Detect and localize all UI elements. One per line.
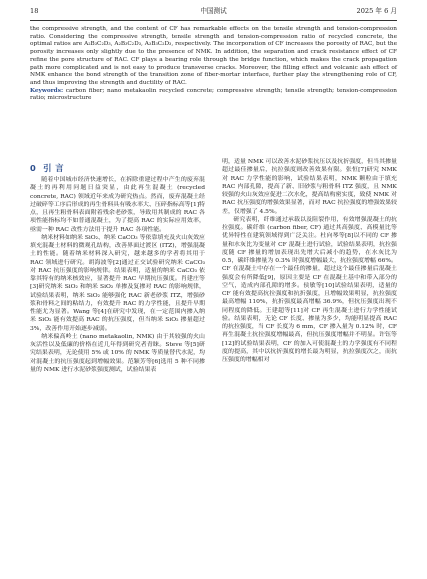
section-heading bbox=[30, 163, 205, 173]
header-rule bbox=[30, 20, 397, 21]
paragraph: 研究表明，纤维通过承载以及阻裂作用，有效增强混凝土的抗拉强度。碳纤维 (carbon fiber, CF) 通过其高强度、高模量比等优异特性在建筑领域得到广泛关注。杜向琴等[8]以不同的 CF 掺量和水灰比为变量对 CF 混凝土进行试验，试验结果表明，抗拉强度随 CF 掺量的增加表现出先增大后减小的趋势，在水灰比为 0.5，碳纤维掺量为 0.3% 时强度增幅最大，抗拉强度增幅 66%。CF 在混凝土中存在一个最佳的掺量，超过这个最佳掺量后混凝土强度会有所降低[9]，原因主要是 CF 在混凝土基中和带入部分的空气，造成内部孔隙的增多。侯敏等[10]试验结果表明，适量的 CF 能有效提高抗拉强度和抗折强度，且增幅效果明显，抗拉强度最高增幅 110%，抗折强度最高增幅 36.9%，但抗压强度出现不同程度的降低。王建超等[11]对 CF 再生混凝土进行力学性能试验。结果表明，无论 CF 长度、掺量为多少，均能明显提高 RAC 的抗拉强度，当 CF 长度为 6 mm，CF 掺入量为 0.12% 时，CF 再生混凝土抗拉强度增幅最高，但抗压强度增幅并不明显。许钰等[12]的试验结果表明，CF 的加入可使混凝土的力学强度有不同程度的提高，其中以抗折强度的增长最为明显，抗拉强度次之，而抗压强度的增幅相对 bbox=[222, 215, 397, 363]
keywords-line bbox=[30, 88, 397, 103]
page-number: 18 bbox=[30, 7, 39, 15]
abstract-text: the compressive strength, and the content of CF has remarkable effects on the tensile strength and tension-compression ratio. Considering the compressive strength, tensile strength and tension-compression ratio of recycled concrete, the optimal ratios are A₂B₃C₂D₃, A₂B₃C₂D₃, A₃B₃C₂D₃, respectively. The incorporation of CF increases the porosity of RAC, but the porosity increases only slightly due to the presence of NMK. In addition, the separation and crack resistance effect of CF refine the pore structure of RAC. CF plays a bearing role through the bridge function, which makes the crack propagation path more complicated and is not easy to produce transverse cracks. Moreover, the filling effect and volcanic ash effect of NMK enhance the bond strength of the transition zone of fiber-mortar interface, further play the strengthening role of CF, and thus improving the strength and ductility of RAC. bbox=[30, 26, 397, 86]
english-abstract bbox=[30, 26, 397, 103]
issue-date: 2025 年 6 月 bbox=[356, 7, 397, 15]
paragraph: 明，适量 NMK 可以改善水泥砂浆抗压以及抗折强度，但当其掺量超过最佳掺量后，抗拉强度则改善效果有限。张恒[7]研究 NMK 对 RAC 力学性能的影响，试验结果表明，NMK 颗粒由于填充 RAC 内部孔隙，提高了新、旧砂浆与粗骨料 ITZ 强度，且 NMK 较强的火山灰效应促进二次水化，提高结构密实度，致使 NMK 对 RAC 抗压强度的增强效果显著，而对 RAC 抗拉强度的增强效果较差，仅增强了 4.5%。 bbox=[222, 158, 397, 215]
paragraph: 纳米材料如纳米 SiO₂、纳米 CaCO₃ 等依靠填充及火山灰效应填充混凝土材料的微观孔结构，改善界面过渡区 (ITZ)，增强混凝土的性能。随着纳米材料深入研究，越来越多的学者将其用于 RAC 领域进行研究。胡海波等[2]通过正交试验研究纳米 CaCO₃ 对 RAC 抗压强度的影响规律。结果表明，适量的纳米 CaCO₃ 依靠其特有的纳米核效应，显著提升 RAC 早期抗压强度。肖建庄等[3]研究纳米 SiO₂ 和纳米 SiO₂ 单掺及复掺对 RAC 的影响规律，试验结果表明，纳米 SiO₂ 能够强化 RAC 新老砂浆 ITZ，增强砂浆和骨料之间的粘结力，有效提升 RAC 的力学性能，且提升早期性能尤为显著。Wang 等[4]在研究中发现，在一定范围内掺入纳米 SiO₂ 能有效提高 RAC 的抗压强度，但当纳米 SiO₂ 掺量超过 3%，改善作用开始逐步减弱。 bbox=[30, 233, 205, 332]
right-column bbox=[222, 158, 397, 364]
paragraph: 纳米偏高岭土 (nano metakaolin, NMK) 由于其较强的火山灰活性以及低廉的价格在近几年得到研究者青睐。Steve 等[5]研究结果表明，无论使用 5% 或 10% 的 NMK 等质量替代水泥，均对混凝土的抗压强度起到增幅效果。范颖芳等[6]选用 5 种不同掺量的 NMK 进行水泥砂浆强度测试，试验结果表 bbox=[30, 332, 205, 373]
paragraph: 随着中国城市经济快速增长，在拆除重建过程中产生的废弃混凝土的再利用问题日益突显，由此再生混凝土 (recycled concrete, RAC) 领域近年来成为研究热点。然而，废弃混凝土经过破碎等工序后形成的再生骨料具有吸水率大、压碎指标高等[1]特点，且再生粗骨料表面附着残余老砂浆，导致用其制成的 RAC 各项性能指标均不如普通混凝土，为了提高 RAC 的实际应用效率，亟需一种 RAC 改性方法用于提升 RAC 各项性能。 bbox=[30, 176, 205, 233]
keywords-text: carbon fiber; nano metakaolin recycled concrete; compressive strength; tensile strength; tension-compression ratio; microstructure bbox=[30, 87, 398, 102]
keywords-label: Keywords: bbox=[30, 87, 64, 94]
left-column bbox=[30, 158, 205, 374]
section-number: 0 bbox=[30, 163, 37, 173]
journal-name: 中国测试 bbox=[200, 7, 227, 15]
section-title: 引 言 bbox=[43, 163, 65, 173]
